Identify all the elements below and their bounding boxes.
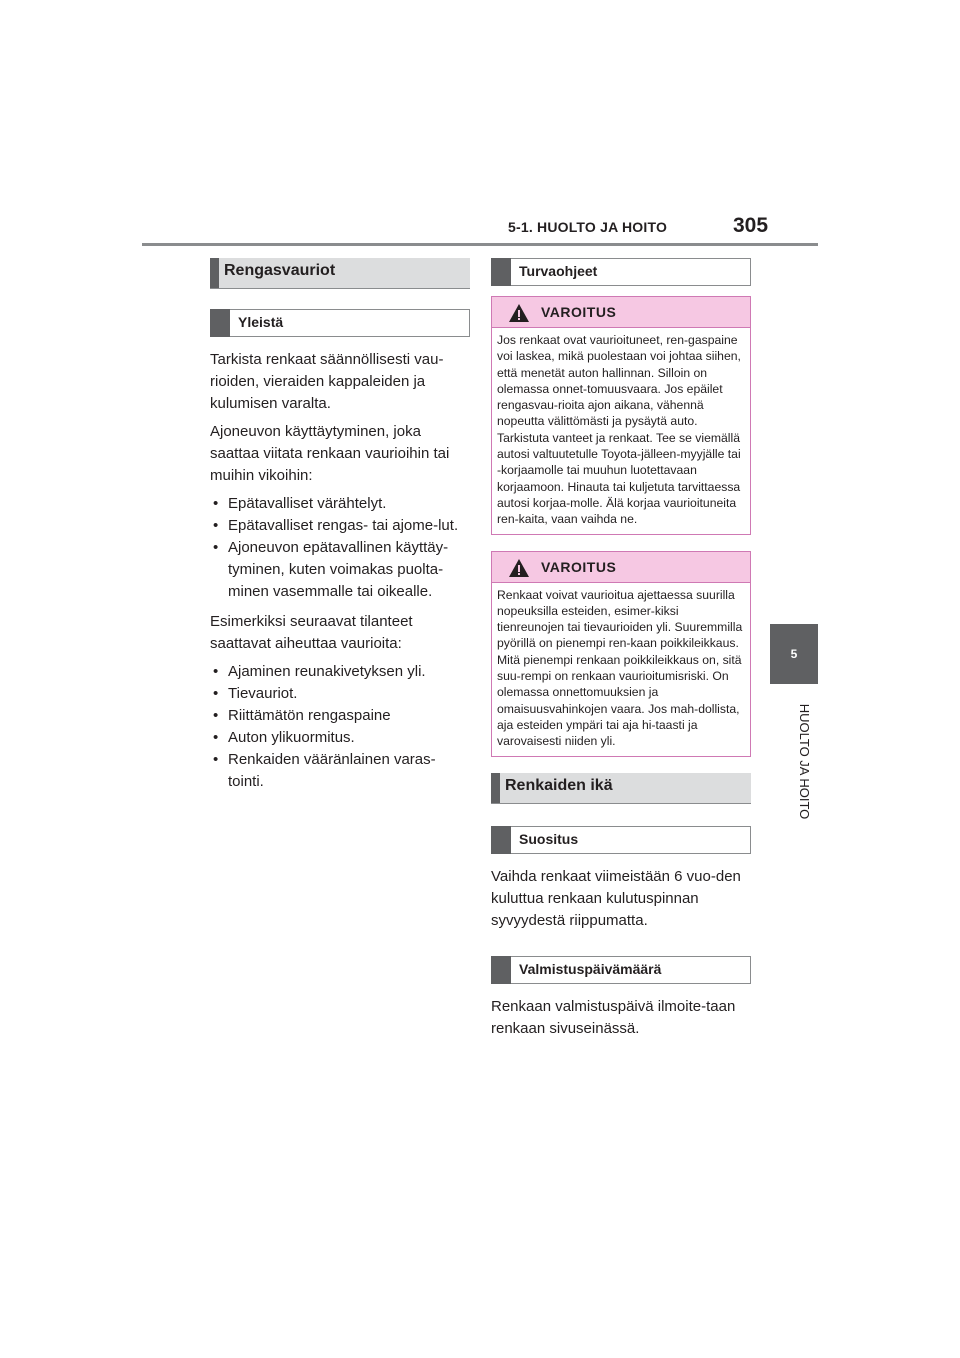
warning-box xyxy=(491,296,751,535)
warning-triangle-icon xyxy=(508,558,530,578)
warning-header xyxy=(492,552,750,583)
subheading-manufacture-date: Valmistuspäivämäärä xyxy=(491,956,751,984)
list-item: • Riittämätön rengaspaine xyxy=(210,705,470,727)
warning-header xyxy=(492,297,750,328)
list-item: • Epätavalliset värähtelyt. xyxy=(210,493,470,515)
subheading-recommendation: Suositus xyxy=(491,826,751,854)
paragraph: Vaihda renkaat viimeistään 6 vuo-den kuluttua renkaan kulutuspinnan syvyydestä riippumatta. xyxy=(491,867,741,929)
subheading-safety: Turvaohjeet xyxy=(491,258,751,286)
page-header xyxy=(0,0,960,250)
section-heading-tire-age: Renkaiden ikä xyxy=(491,773,751,804)
paragraph: Tarkista renkaat säännöllisesti vau-rioiden, vieraiden kappaleiden ja kulumisen varalta. xyxy=(210,351,444,412)
warning-triangle-icon xyxy=(508,303,530,323)
warning-text: Renkaat voivat vaurioitua ajettaessa suurilla nopeuksilla esteiden, esimer-kiksi tienreunojen tai tievaurioiden yli. Suuremmilla pyörillä on pienempi ren-kaan poikkileikkaus. Mitä pienempi renkaan poikkileikkaus on, sitä suu-rempi on renkaan vaurioitumisriski. On olemassa onnettomuuksien ja omaisuusvahinkojen vaara. Jos mah-dollista, aja esteiden ympäri tai aja hi-taasti ja varovaisesti niiden yli. xyxy=(497,587,743,749)
left-column xyxy=(210,258,470,801)
list-item: • Renkaiden vääränlainen varas-tointi. xyxy=(210,749,470,793)
paragraph: Ajoneuvon käyttäytyminen, joka saattaa viitata renkaan vaurioihin tai muihin vikoihin: xyxy=(210,423,450,484)
warning-title: VAROITUS xyxy=(541,304,617,320)
paragraph: Renkaan valmistuspäivä ilmoite-taan renkaan sivuseinässä. xyxy=(491,997,736,1037)
section-title: 5-1. HUOLTO JA HOITO xyxy=(508,219,668,235)
page-number: 305 xyxy=(733,214,769,237)
cause-list xyxy=(210,661,470,793)
paragraph: Esimerkiksi seuraavat tilanteet saattavat aiheuttaa vaurioita: xyxy=(210,613,413,652)
symptom-list xyxy=(210,493,470,603)
chapter-number: 5 xyxy=(790,647,798,661)
chapter-tab xyxy=(770,624,818,684)
chapter-side-label xyxy=(784,692,812,837)
list-item: • Tievauriot. xyxy=(210,683,470,705)
warning-text: Jos renkaat ovat vaurioituneet, ren-gaspaine voi laskea, mikä puolestaan voi johtaa siihen, että menetät auton hallinnan. Silloin on olemassa onnet-tomuusvaara. Jos epäilet rengasvau-rioita ajon aikana, vähennä nopeutta välittömästi ja pysäytä auto. Tarkistuta vanteet ja renkaat. Tee se viemällä autosi valtuutetulle Toyota-jälleen-myyjälle tai -korjaamolle tai muuhun luotettavaan korjaamoon. Hinauta tai kuljetuta tarvittaessa autosi korjaa-molle. Älä korjaa vaurioituneita ren-kaita, vaan vaihda ne. xyxy=(497,333,741,527)
list-item: • Epätavalliset rengas- tai ajome-lut. xyxy=(210,515,470,537)
warning-title: VAROITUS xyxy=(541,558,617,575)
subheading-general: Yleistä xyxy=(210,309,470,337)
header-rule xyxy=(142,243,818,246)
right-column xyxy=(491,258,751,1046)
list-item: • Auton ylikuormitus. xyxy=(210,727,470,749)
warning-box xyxy=(491,551,751,757)
chapter-label: HUOLTO JA HOITO xyxy=(797,703,812,820)
list-item: • Ajoneuvon epätavallinen käyttäy-tyminen, kuten voimakas puolta-minen vasemmalle tai oikealle. xyxy=(210,537,470,603)
list-item: • Ajaminen reunakivetyksen yli. xyxy=(210,661,470,683)
section-heading-tire-damage: Rengasvauriot xyxy=(210,258,470,289)
